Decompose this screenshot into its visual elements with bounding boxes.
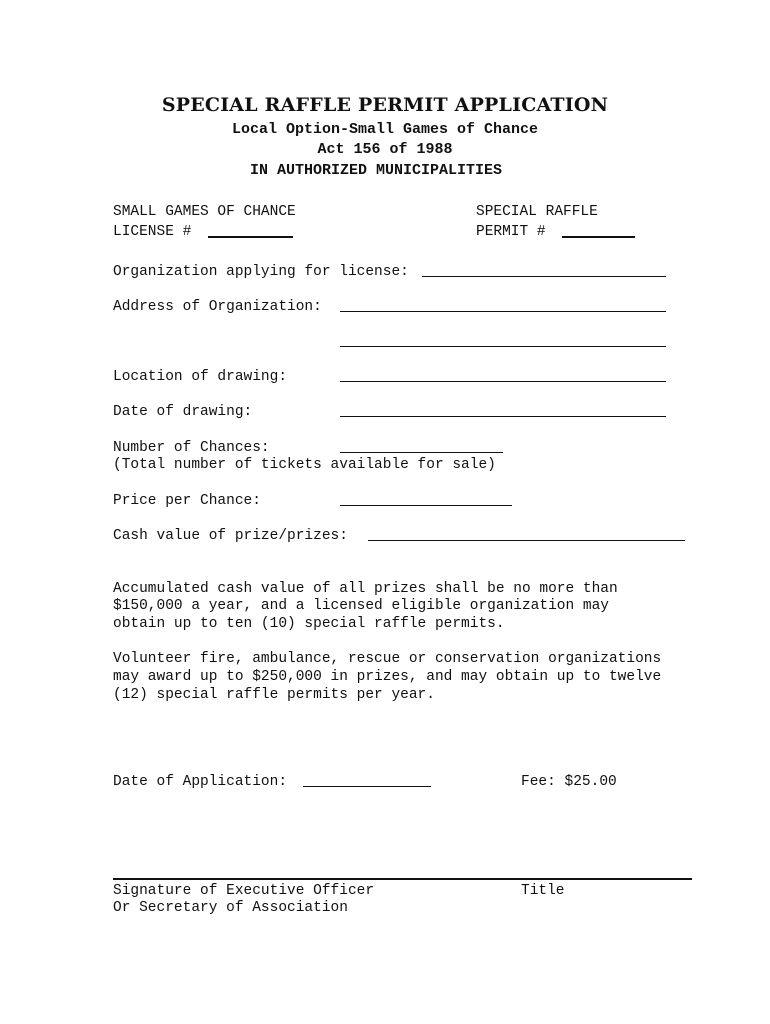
- chances-note: (Total number of tickets available for sale): [113, 457, 496, 473]
- signature-line: [113, 878, 692, 880]
- address-label: Address of Organization:: [113, 299, 322, 315]
- note-paragraph-2-line-1: Volunteer fire, ambulance, rescue or conservation organizations: [113, 651, 662, 667]
- note-paragraph-1-line-3: obtain up to ten (10) special raffle permits.: [113, 616, 505, 632]
- date-drawing-input[interactable]: [342, 401, 664, 417]
- date-drawing-label: Date of drawing:: [113, 404, 253, 420]
- address-input-1[interactable]: [342, 296, 664, 312]
- note-paragraph-2-line-3: (12) special raffle permits per year.: [113, 687, 435, 703]
- page-title: SPECIAL RAFFLE PERMIT APPLICATION: [161, 94, 609, 116]
- location-input[interactable]: [342, 366, 664, 382]
- subtitle-municipalities: IN AUTHORIZED MUNICIPALITIES: [250, 162, 503, 179]
- address-input-2[interactable]: [342, 331, 664, 347]
- chances-label: Number of Chances:: [113, 440, 270, 456]
- subtitle-local-option: Local Option-Small Games of Chance: [231, 121, 539, 138]
- permit-label-line2: PERMIT #: [476, 224, 546, 240]
- date-application-input[interactable]: [305, 771, 429, 787]
- organization-input[interactable]: [424, 261, 664, 277]
- permit-label-line1: SPECIAL RAFFLE: [476, 204, 598, 220]
- license-number-input[interactable]: [210, 220, 292, 236]
- license-number-line: [208, 236, 293, 238]
- title-label: Title: [521, 883, 565, 899]
- location-label: Location of drawing:: [113, 369, 288, 385]
- title-input[interactable]: [522, 862, 687, 878]
- note-paragraph-2-line-2: may award up to $250,000 in prizes, and may obtain up to twelve: [113, 669, 662, 685]
- cash-value-input[interactable]: [370, 525, 683, 541]
- price-label: Price per Chance:: [113, 493, 261, 509]
- date-application-label: Date of Application:: [113, 774, 288, 790]
- price-input[interactable]: [342, 490, 510, 506]
- note-paragraph-1-line-1: Accumulated cash value of all prizes shall be no more than: [113, 581, 618, 597]
- note-paragraph-1-line-2: $150,000 a year, and a licensed eligible organization may: [113, 598, 609, 614]
- license-label-line1: SMALL GAMES OF CHANCE: [113, 204, 296, 220]
- signature-input[interactable]: [115, 862, 475, 878]
- license-label-line2: LICENSE #: [113, 224, 192, 240]
- fee-label: Fee: $25.00: [521, 774, 617, 790]
- permit-number-line: [562, 236, 635, 238]
- subtitle-act: Act 156 of 1988: [317, 141, 453, 158]
- cash-value-label: Cash value of prize/prizes:: [113, 528, 348, 544]
- chances-input[interactable]: [342, 437, 501, 453]
- permit-number-input[interactable]: [564, 220, 634, 236]
- signature-label-line-2: Or Secretary of Association: [113, 900, 348, 916]
- signature-label-line-1: Signature of Executive Officer: [113, 883, 375, 899]
- organization-label: Organization applying for license:: [113, 264, 409, 280]
